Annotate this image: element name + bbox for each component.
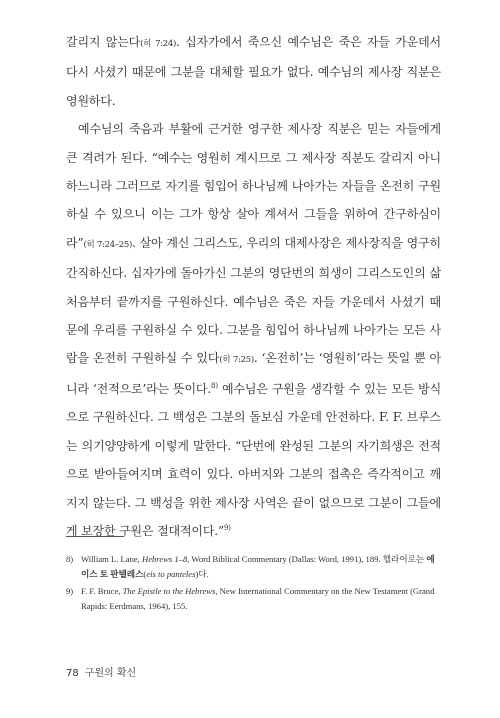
footnote-number: 8): [66, 554, 74, 564]
footnote-text: [81, 552, 441, 581]
footnote-punct: )다.: [195, 568, 209, 579]
running-title: 구원의 확신: [84, 668, 137, 679]
paragraph-1: [66, 28, 441, 115]
page-number: 78: [66, 668, 79, 679]
scripture-reference: (히 7:24–25): [83, 239, 133, 250]
page-footer: [66, 664, 136, 679]
footnote-marker[interactable]: 8): [211, 381, 218, 390]
text-run: 갈리지 않는다: [66, 35, 141, 49]
footnote-9: [66, 584, 441, 613]
footnote-greek-term: eis to panteles: [146, 568, 196, 579]
text-run: 예수님은 구원을 생각할 수 있는 모든 방식으로 구원하신다. 그 백성은 그분의 돌보심 가운데 안전하다. F. F. 브루스는 의기양양하게 이렇게 말한다. “단번에 완성된 그분의 자기희생은 전적으로 받아들여지며 효력이 있다. 아버지와 그분의 접촉은 즉각적이고 깨지지 않는다. 그 백성을 위한 제사장 사역은 끝이 없으므로 그분이 그들에게 보장한 구원은 절대적이다.”: [66, 381, 442, 538]
text-run: . 살아 계신 그리스도, 우리의 대제사장은 제사장직을 영구히 간직하신다. 십자가에 돌아가신 그분의 영단번의 희생이 그리스도인의 삶 처음부터 끝까지를 구원하신다. 예수님은 죽은 자들 가운데서 사셨기 때문에 우리를 구원하실 수 있다. 그분을 힘입어 하나님께 나아가는 모든 사람을 온전히 구원하실 수 있다: [66, 235, 442, 366]
footnotes: [66, 552, 441, 616]
footnote-number: 9): [66, 586, 74, 596]
body-text: [66, 28, 441, 545]
footnote-author: William L. Lane,: [81, 554, 142, 564]
footnote-citation: , New International Commentary on the New Testament (Grand Rapids: Eerdmans, 1964), 155.: [81, 586, 435, 611]
footnote-citation: , Word Biblical Commentary (Dallas: Word, 1991), 189. 헬라어로는: [187, 554, 427, 564]
footnote-punct: (: [143, 568, 147, 579]
scripture-reference: (히 7:25): [219, 355, 254, 366]
footnote-marker[interactable]: 9): [223, 523, 231, 532]
footnote-text: [81, 584, 441, 613]
footnote-8: [66, 552, 441, 581]
footnote-book-title: Hebrews 1–8: [141, 554, 188, 564]
footnote-transliteration: 에이스 토 판텔레스: [81, 554, 435, 579]
footnote-author: F. F. Bruce,: [81, 586, 123, 596]
scripture-reference: (히 7:24): [140, 39, 177, 49]
footnote-book-title: The Epistle to the Hebrews: [122, 586, 216, 596]
text-run: . ‘온전히’는 ‘영원히’라는 뜻일 뿐 아니라 ‘전적으로’라는 뜻이다.: [66, 351, 441, 396]
paragraph-2: [66, 115, 441, 545]
footnote-divider: [66, 536, 124, 537]
text-run: . 십자가에서 죽으신 예수님은 죽은 자들 가운데서 다시 사셨기 때문에 그분을 대체할 필요가 없다. 예수님의 제사장 직분은 영원하다.: [66, 35, 441, 108]
text-run: 예수님의 죽음과 부활에 근거한 영구한 제사장 직분은 믿는 자들에게 큰 격려가 된다. “예수는 영원히 계시므로 그 제사장 직분도 갈리지 아니하느니라 그러므로 자기를 힘입어 하나님께 나아가는 자들을 온전히 구원하실 수 있으니 이는 그가 항상 살아 계셔서 그들을 위하여 간구하심이라”: [66, 122, 441, 250]
